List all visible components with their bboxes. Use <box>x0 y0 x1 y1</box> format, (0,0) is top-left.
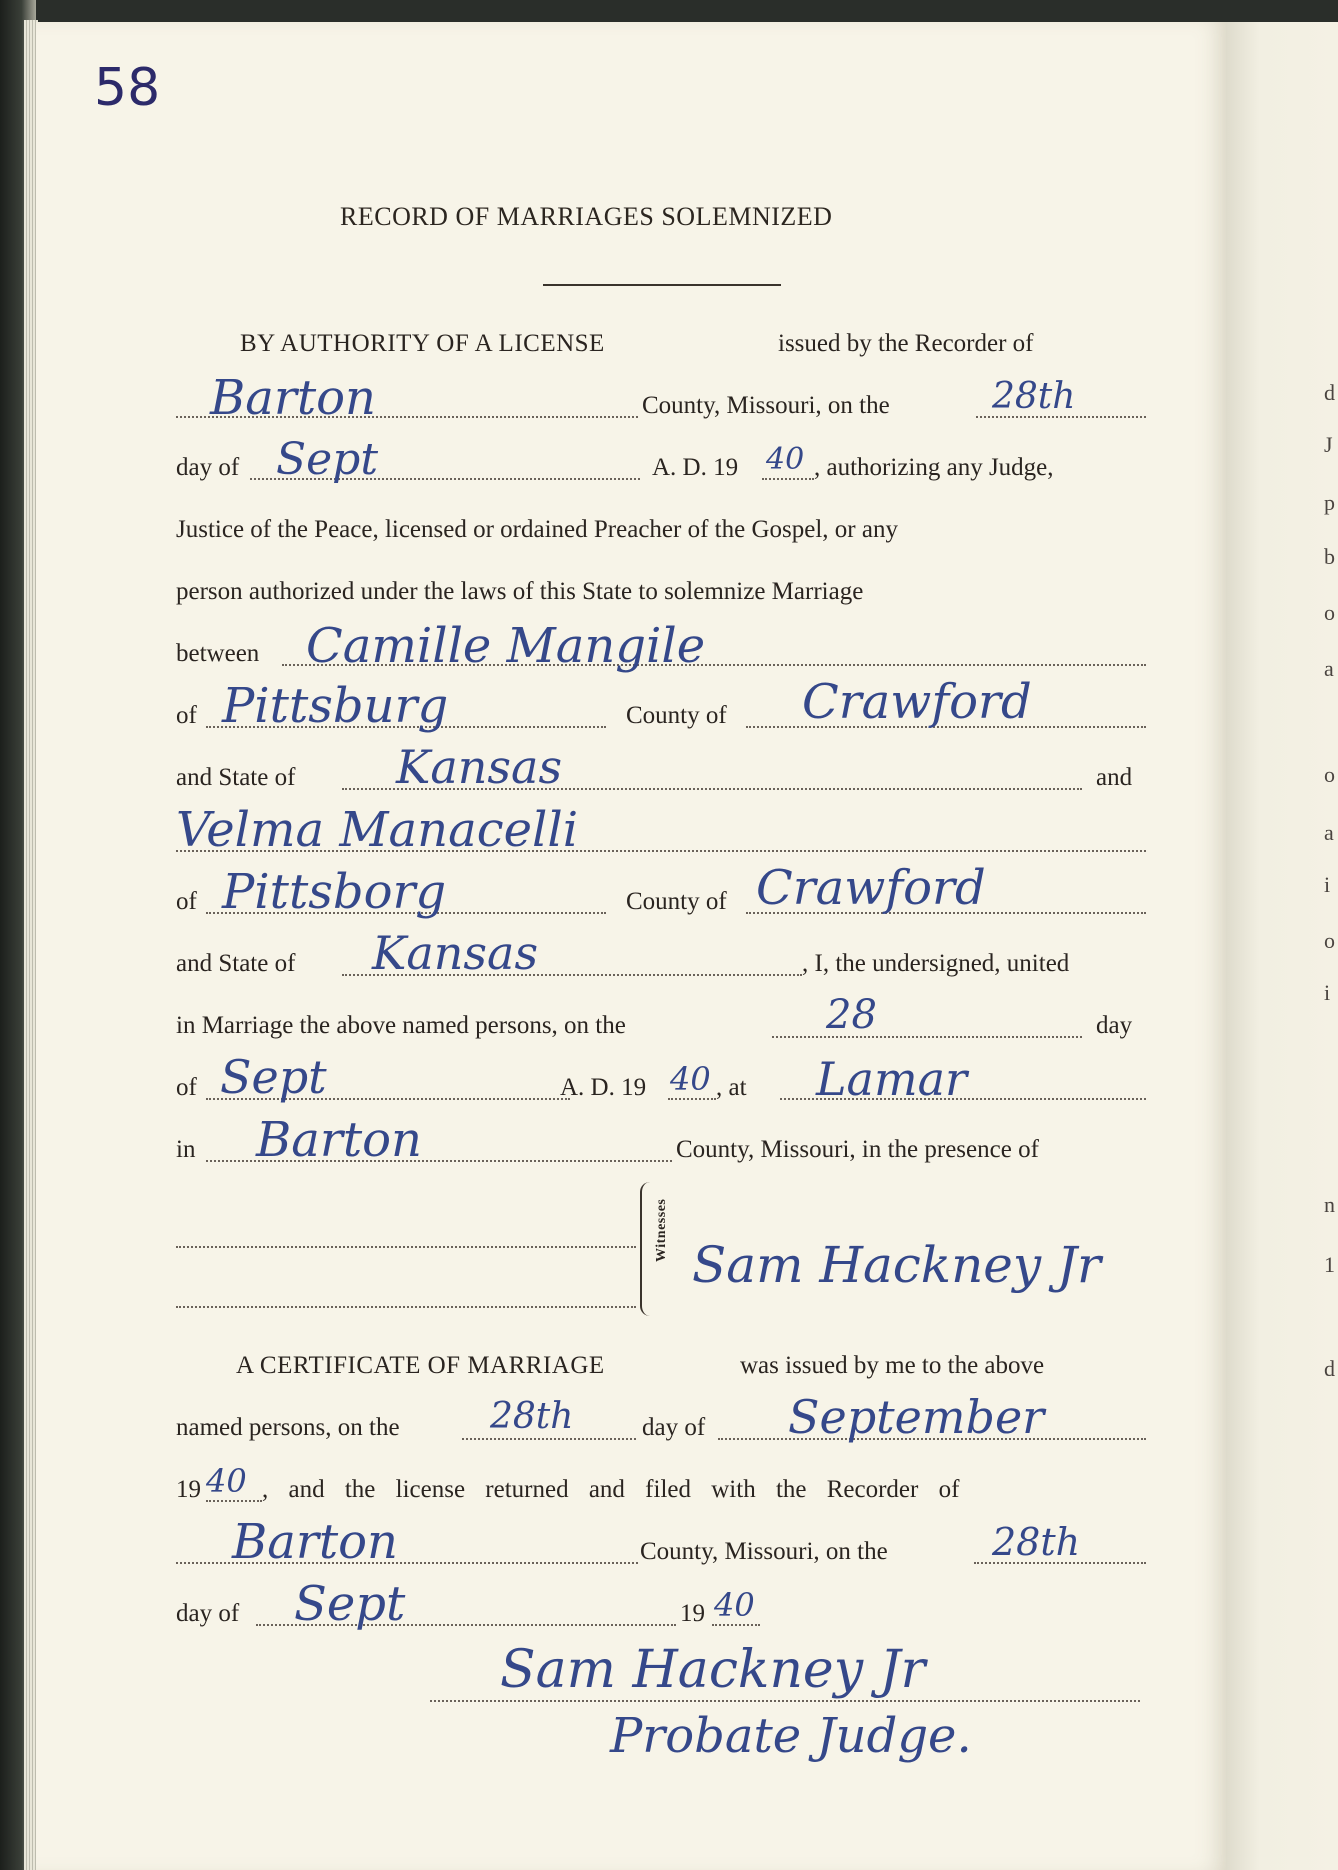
certificate-line-3 <box>176 1462 1146 1516</box>
certificate-issued-text: was issued by me to the above <box>740 1352 1045 1379</box>
day-of-text: day of <box>176 454 240 481</box>
party2-city-handwritten: Pittsborg <box>222 864 447 920</box>
license-line-13 <box>176 1050 1146 1114</box>
fill-line <box>206 1500 262 1502</box>
certificate-line-5 <box>176 1576 1146 1640</box>
party1-state-handwritten: Kansas <box>396 740 563 794</box>
register-leaf <box>36 22 1226 1870</box>
county-of-text: County of <box>626 702 727 729</box>
filed-year-handwritten: 40 <box>714 1586 755 1624</box>
day-of-text: day of <box>176 1600 240 1627</box>
license-line-14 <box>176 1112 1146 1176</box>
page-title: RECORD OF MARRIAGES SOLEMNIZED <box>340 202 833 231</box>
license-line-4 <box>176 516 1146 556</box>
marriage-month-handwritten: Sept <box>220 1050 327 1104</box>
and-state-of-text: and State of <box>176 764 296 791</box>
party2-county-handwritten: Crawford <box>756 860 986 916</box>
certificate-line-2 <box>176 1390 1146 1454</box>
of-text: of <box>176 888 197 915</box>
ad-text: A. D. 19 <box>560 1074 647 1101</box>
county-missouri-text: County, Missouri, on the <box>640 1538 888 1565</box>
certificate-line-1 <box>176 1352 1146 1392</box>
certificate-year-handwritten: 40 <box>206 1462 247 1500</box>
justice-text: Justice of the Peace, licensed or ordained Preacher of the Gospel, or any <box>176 516 898 543</box>
license-line-5 <box>176 578 1146 618</box>
named-persons-text: named persons, on the <box>176 1414 400 1441</box>
authorizing-text: , authorizing any Judge, <box>814 454 1054 481</box>
fill-line <box>668 1098 716 1100</box>
license-line-7 <box>176 674 1146 742</box>
ad-text: A. D. 19 <box>652 454 739 481</box>
edge-letter: i <box>1324 980 1331 1005</box>
in-marriage-text: in Marriage the above named persons, on the <box>176 1012 626 1039</box>
license-county-handwritten: Barton <box>210 370 376 426</box>
license-line-11 <box>176 926 1146 990</box>
fill-line <box>462 1438 636 1440</box>
adjacent-page-edge <box>1226 22 1338 1870</box>
party2-state-handwritten: Kansas <box>372 926 539 980</box>
filed-day-handwritten: 28th <box>992 1520 1081 1564</box>
at-text: , at <box>716 1074 747 1101</box>
marriage-place-handwritten: Lamar <box>816 1052 968 1106</box>
witness-line-2 <box>176 1306 636 1308</box>
license-returned-text: , and the license returned and filed with the Recorder of <box>262 1476 960 1503</box>
party2-name-handwritten: Velma Manacelli <box>176 802 579 858</box>
judge-signature: Sam Hackney Jr <box>500 1640 926 1700</box>
edge-letter: o <box>1324 928 1335 953</box>
certificate-month-handwritten: September <box>788 1390 1045 1444</box>
certificate-day-handwritten: 28th <box>490 1396 574 1437</box>
edge-letter: d <box>1324 380 1335 405</box>
marriage-county-handwritten: Barton <box>256 1112 422 1168</box>
certificate-line-4 <box>176 1514 1146 1578</box>
of-text: of <box>176 1074 197 1101</box>
party1-name-handwritten: Camille Mangile <box>306 618 706 674</box>
license-month-handwritten: Sept <box>276 434 379 485</box>
page-number: 58 <box>94 58 161 118</box>
party1-county-handwritten: Crawford <box>802 674 1032 730</box>
edge-letter: o <box>1324 600 1335 625</box>
license-year-handwritten: 40 <box>766 442 805 477</box>
license-day-handwritten: 28th <box>992 376 1076 417</box>
license-line-12 <box>176 992 1146 1052</box>
year-prefix-text: 19 <box>176 1476 201 1503</box>
license-line-9 <box>176 802 1146 866</box>
marriage-year-handwritten: 40 <box>670 1060 711 1098</box>
witness-line-1 <box>176 1246 636 1248</box>
day-of-text: day of <box>642 1414 706 1441</box>
edge-letter: o <box>1324 762 1335 787</box>
in-text: in <box>176 1136 196 1163</box>
person-authorized-text: person authorized under the laws of this State to solemnize Marriage <box>176 578 864 605</box>
fill-line <box>762 478 814 480</box>
license-line-3 <box>176 434 1146 494</box>
witnesses-label: Witnesses <box>654 1198 669 1262</box>
edge-letter: d <box>1324 1356 1335 1381</box>
edge-letter: a <box>1324 820 1334 845</box>
license-lead: BY AUTHORITY OF A LICENSE <box>240 330 605 357</box>
edge-letter: n <box>1324 1192 1335 1217</box>
edge-letter: J <box>1324 432 1333 457</box>
license-line-10 <box>176 860 1146 928</box>
filed-year-prefix: 19 <box>680 1600 705 1627</box>
license-line-1 <box>176 330 1146 370</box>
and-text: and <box>1096 764 1133 791</box>
certificate-lead: A CERTIFICATE OF MARRIAGE <box>236 1352 605 1379</box>
filed-month-handwritten: Sept <box>294 1576 406 1632</box>
license-line-8 <box>176 740 1146 804</box>
title-divider <box>543 284 781 286</box>
party1-city-handwritten: Pittsburg <box>222 678 449 734</box>
edge-letter: a <box>1324 656 1334 681</box>
fill-line <box>772 1036 1082 1038</box>
fill-line <box>712 1624 760 1626</box>
day-text: day <box>1096 1012 1133 1039</box>
officiant-signature: Sam Hackney Jr <box>692 1236 1101 1294</box>
of-text: of <box>176 702 197 729</box>
judge-title-handwritten: Probate Judge. <box>610 1708 972 1764</box>
edge-letter: p <box>1324 490 1335 515</box>
county-of-text: County of <box>626 888 727 915</box>
filed-county-handwritten: Barton <box>232 1514 398 1570</box>
signature-line <box>430 1700 1140 1702</box>
edge-letter: b <box>1324 544 1335 569</box>
edge-letter: i <box>1324 872 1331 897</box>
license-line-2 <box>176 370 1146 432</box>
edge-letter: 1 <box>1324 1252 1335 1277</box>
marriage-day-handwritten: 28 <box>826 992 877 1038</box>
county-missouri-text: County, Missouri, on the <box>642 392 890 419</box>
undersigned-text: , I, the undersigned, united <box>802 950 1070 977</box>
issued-by-text: issued by the Recorder of <box>778 330 1034 357</box>
presence-text: County, Missouri, in the presence of <box>676 1136 1039 1163</box>
and-state-of-text: and State of <box>176 950 296 977</box>
between-text: between <box>176 640 260 667</box>
